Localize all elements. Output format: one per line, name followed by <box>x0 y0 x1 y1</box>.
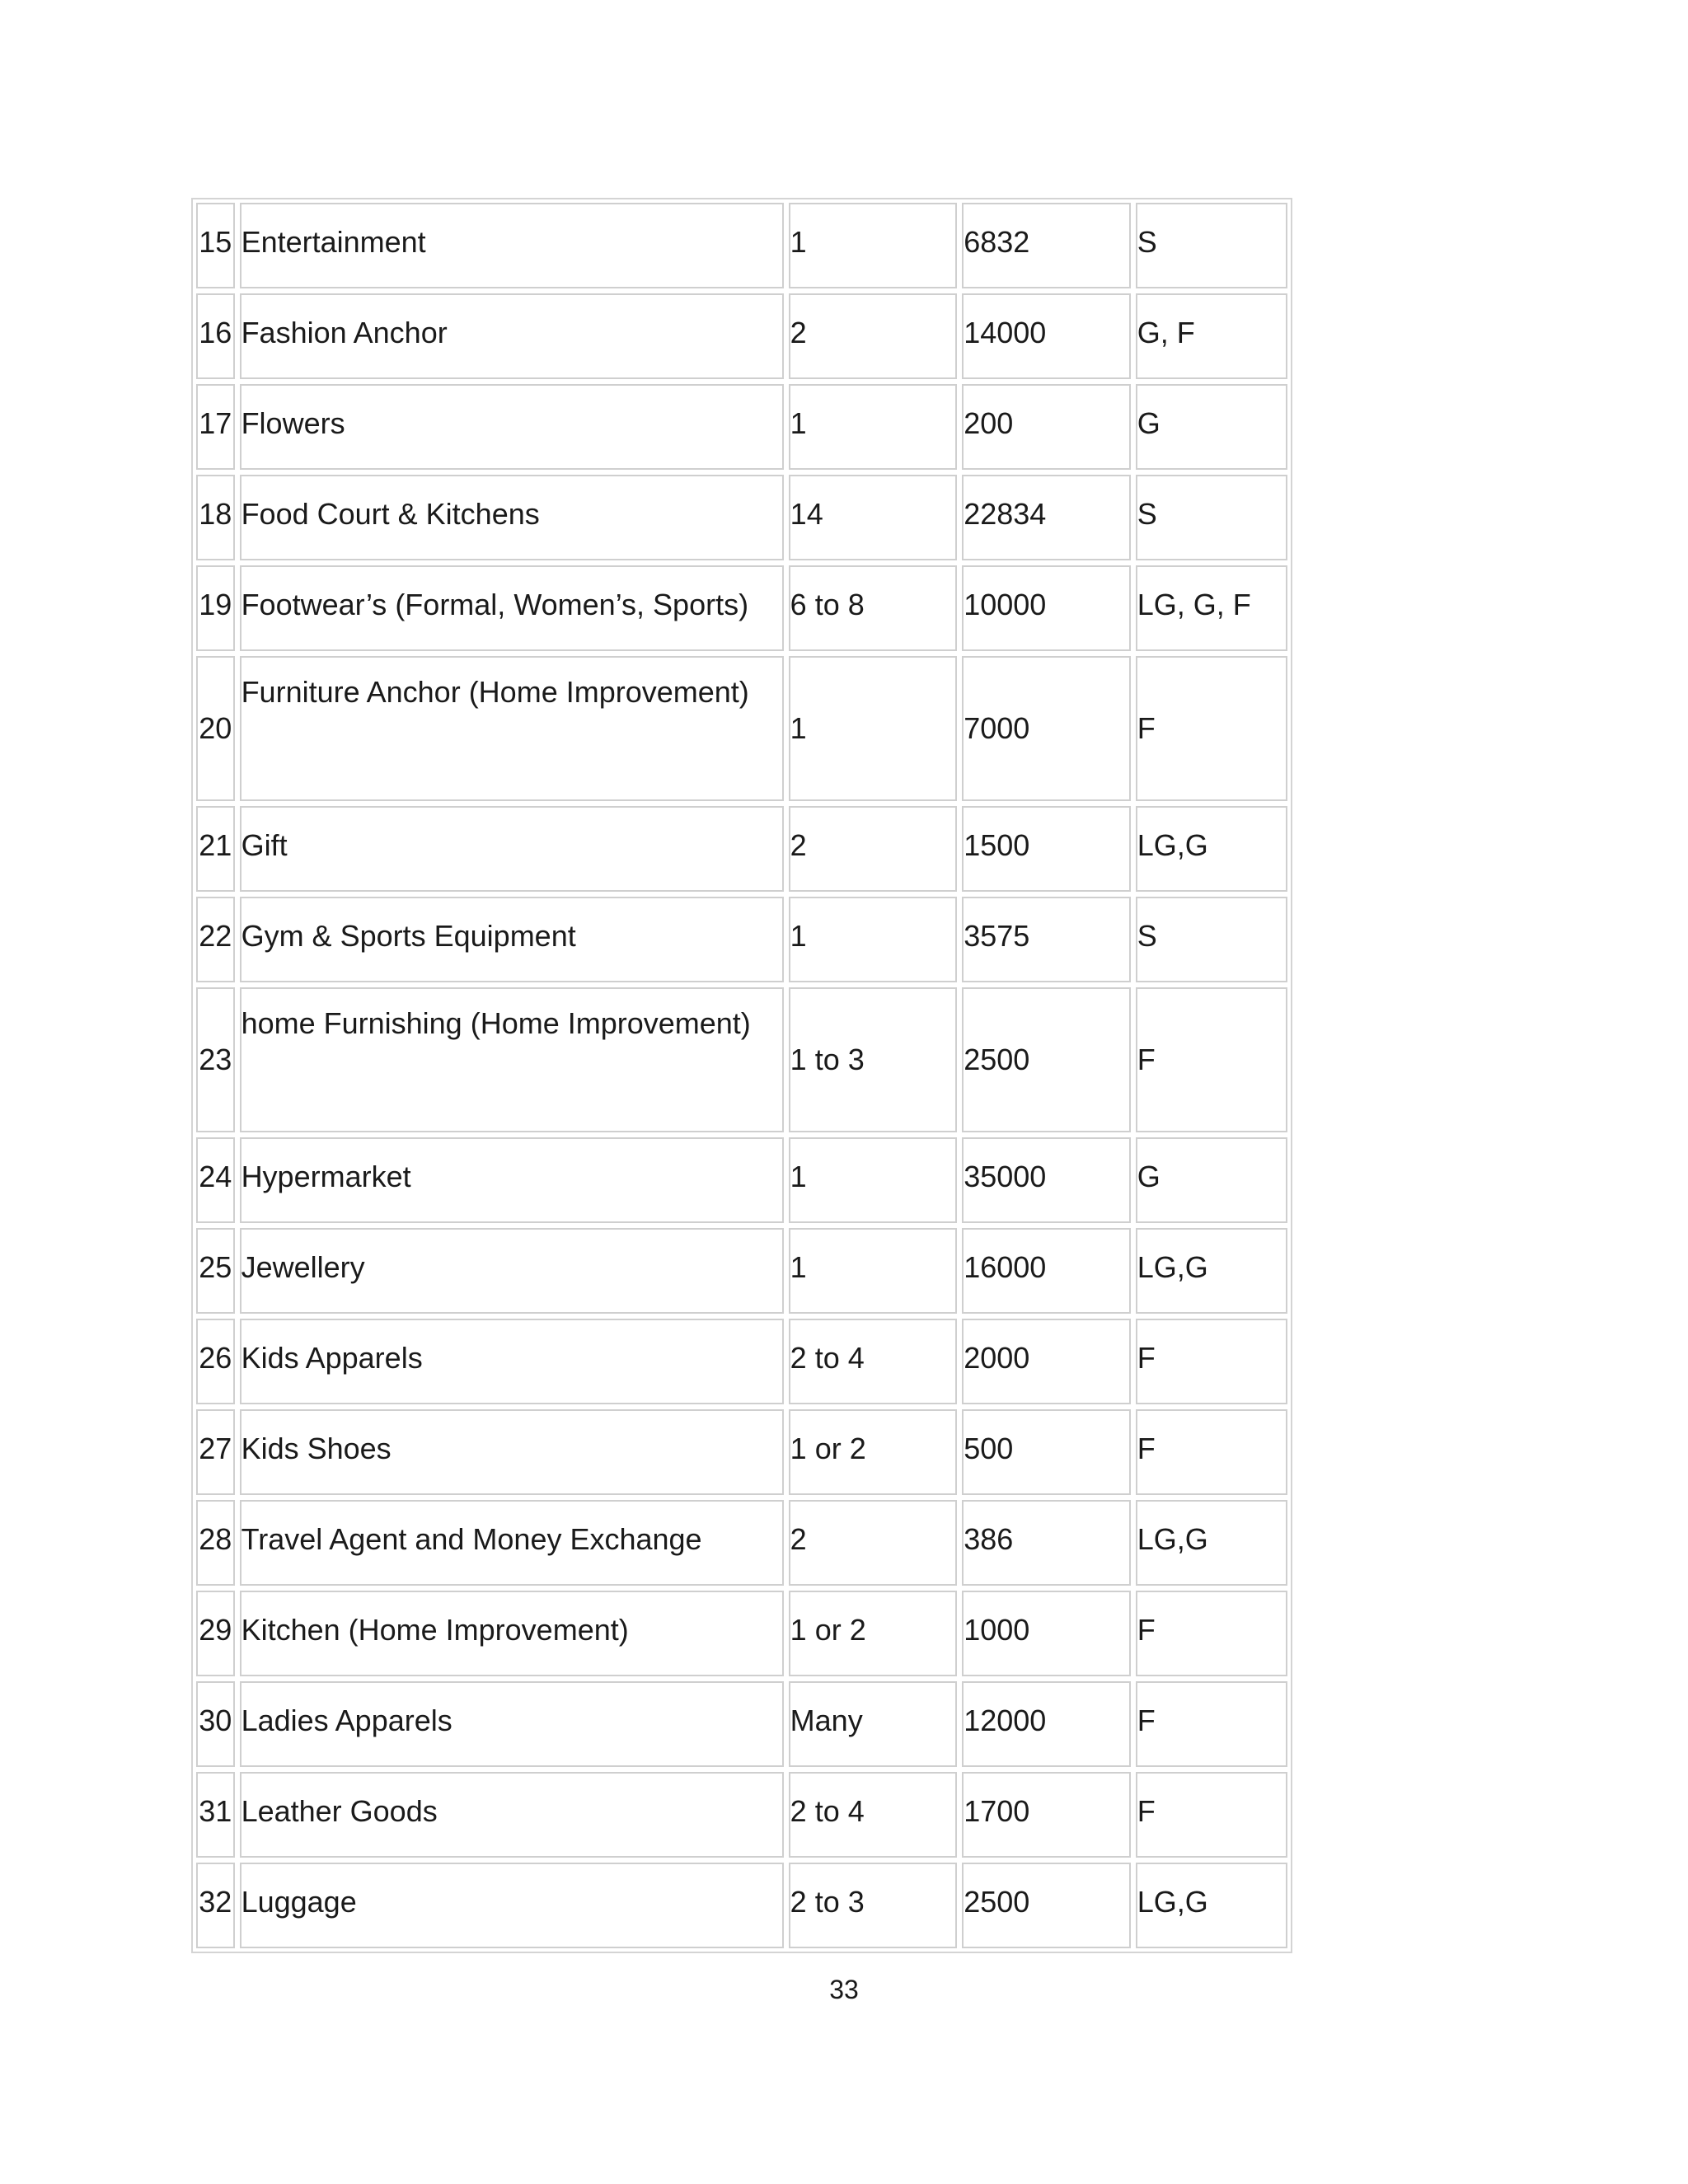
cell-category: Luggage <box>240 1863 784 1948</box>
cell-units: 2 <box>789 806 958 892</box>
cell-category: Footwear’s (Formal, Women’s, Sports) <box>240 565 784 651</box>
table-row <box>196 1591 1287 1676</box>
cell-floor: F <box>1136 987 1287 1132</box>
table-body <box>196 203 1287 1948</box>
cell-category: Travel Agent and Money Exchange <box>240 1500 784 1586</box>
table-row <box>196 1863 1287 1948</box>
cell-floor: S <box>1136 897 1287 982</box>
table-row <box>196 1409 1287 1495</box>
cell-area: 386 <box>962 1500 1131 1586</box>
cell-units: 1 <box>789 384 958 470</box>
cell-category: Gift <box>240 806 784 892</box>
cell-category: Kitchen (Home Improvement) <box>240 1591 784 1676</box>
cell-floor: F <box>1136 1681 1287 1767</box>
cell-serial-number: 26 <box>196 1319 235 1404</box>
table-row <box>196 1500 1287 1586</box>
table-row <box>196 384 1287 470</box>
cell-serial-number: 20 <box>196 656 235 801</box>
cell-units: 2 <box>789 1500 958 1586</box>
cell-units: Many <box>789 1681 958 1767</box>
cell-units: 1 or 2 <box>789 1409 958 1495</box>
cell-category: Food Court & Kitchens <box>240 475 784 560</box>
table-row <box>196 897 1287 982</box>
cell-units: 1 <box>789 1228 958 1314</box>
cell-serial-number: 25 <box>196 1228 235 1314</box>
cell-category: Fashion Anchor <box>240 293 784 379</box>
cell-floor: LG,G <box>1136 1500 1287 1586</box>
table-row <box>196 1681 1287 1767</box>
tenant-mix-table-frame <box>191 198 1292 1953</box>
cell-serial-number: 27 <box>196 1409 235 1495</box>
cell-category: home Furnishing (Home Improvement) <box>240 987 784 1132</box>
cell-area: 3575 <box>962 897 1131 982</box>
cell-units: 1 <box>789 897 958 982</box>
table-row <box>196 987 1287 1132</box>
table-row <box>196 293 1287 379</box>
cell-category: Gym & Sports Equipment <box>240 897 784 982</box>
cell-area: 6832 <box>962 203 1131 288</box>
cell-units: 2 to 4 <box>789 1319 958 1404</box>
cell-units: 2 to 4 <box>789 1772 958 1858</box>
cell-area: 2000 <box>962 1319 1131 1404</box>
cell-category: Ladies Apparels <box>240 1681 784 1767</box>
table-row <box>196 203 1287 288</box>
cell-serial-number: 18 <box>196 475 235 560</box>
cell-area: 16000 <box>962 1228 1131 1314</box>
table-row <box>196 656 1287 801</box>
tenant-mix-table <box>191 198 1292 1953</box>
cell-serial-number: 21 <box>196 806 235 892</box>
cell-area: 12000 <box>962 1681 1131 1767</box>
cell-floor: F <box>1136 1409 1287 1495</box>
cell-area: 7000 <box>962 656 1131 801</box>
cell-floor: G <box>1136 384 1287 470</box>
cell-floor: LG,G <box>1136 806 1287 892</box>
cell-floor: S <box>1136 203 1287 288</box>
cell-floor: LG,G <box>1136 1228 1287 1314</box>
cell-units: 1 <box>789 203 958 288</box>
cell-floor: LG,G <box>1136 1863 1287 1948</box>
cell-category: Hypermarket <box>240 1137 784 1223</box>
cell-serial-number: 24 <box>196 1137 235 1223</box>
cell-serial-number: 32 <box>196 1863 235 1948</box>
cell-area: 2500 <box>962 1863 1131 1948</box>
cell-serial-number: 16 <box>196 293 235 379</box>
table-row <box>196 565 1287 651</box>
cell-units: 1 <box>789 1137 958 1223</box>
cell-area: 1700 <box>962 1772 1131 1858</box>
cell-area: 200 <box>962 384 1131 470</box>
cell-serial-number: 30 <box>196 1681 235 1767</box>
cell-category: Flowers <box>240 384 784 470</box>
cell-category: Jewellery <box>240 1228 784 1314</box>
cell-units: 6 to 8 <box>789 565 958 651</box>
cell-units: 1 to 3 <box>789 987 958 1132</box>
page-number: 33 <box>829 1975 859 2004</box>
cell-floor: F <box>1136 1772 1287 1858</box>
cell-serial-number: 31 <box>196 1772 235 1858</box>
cell-area: 35000 <box>962 1137 1131 1223</box>
cell-area: 1500 <box>962 806 1131 892</box>
cell-units: 1 <box>789 656 958 801</box>
cell-floor: LG, G, F <box>1136 565 1287 651</box>
cell-serial-number: 29 <box>196 1591 235 1676</box>
cell-floor: G <box>1136 1137 1287 1223</box>
cell-area: 14000 <box>962 293 1131 379</box>
table-row <box>196 1319 1287 1404</box>
cell-area: 22834 <box>962 475 1131 560</box>
cell-units: 2 <box>789 293 958 379</box>
cell-floor: F <box>1136 1319 1287 1404</box>
cell-serial-number: 15 <box>196 203 235 288</box>
table-row <box>196 1772 1287 1858</box>
table-row <box>196 1137 1287 1223</box>
cell-area: 10000 <box>962 565 1131 651</box>
cell-category: Leather Goods <box>240 1772 784 1858</box>
cell-category: Furniture Anchor (Home Improvement) <box>240 656 784 801</box>
cell-serial-number: 17 <box>196 384 235 470</box>
cell-floor: S <box>1136 475 1287 560</box>
cell-units: 1 or 2 <box>789 1591 958 1676</box>
cell-area: 500 <box>962 1409 1131 1495</box>
cell-units: 2 to 3 <box>789 1863 958 1948</box>
cell-floor: F <box>1136 656 1287 801</box>
cell-serial-number: 22 <box>196 897 235 982</box>
cell-units: 14 <box>789 475 958 560</box>
table-row <box>196 475 1287 560</box>
cell-serial-number: 23 <box>196 987 235 1132</box>
cell-serial-number: 19 <box>196 565 235 651</box>
cell-floor: F <box>1136 1591 1287 1676</box>
cell-category: Entertainment <box>240 203 784 288</box>
table-row <box>196 1228 1287 1314</box>
table-row <box>196 806 1287 892</box>
cell-category: Kids Shoes <box>240 1409 784 1495</box>
cell-floor: G, F <box>1136 293 1287 379</box>
cell-area: 2500 <box>962 987 1131 1132</box>
cell-category: Kids Apparels <box>240 1319 784 1404</box>
cell-area: 1000 <box>962 1591 1131 1676</box>
cell-serial-number: 28 <box>196 1500 235 1586</box>
